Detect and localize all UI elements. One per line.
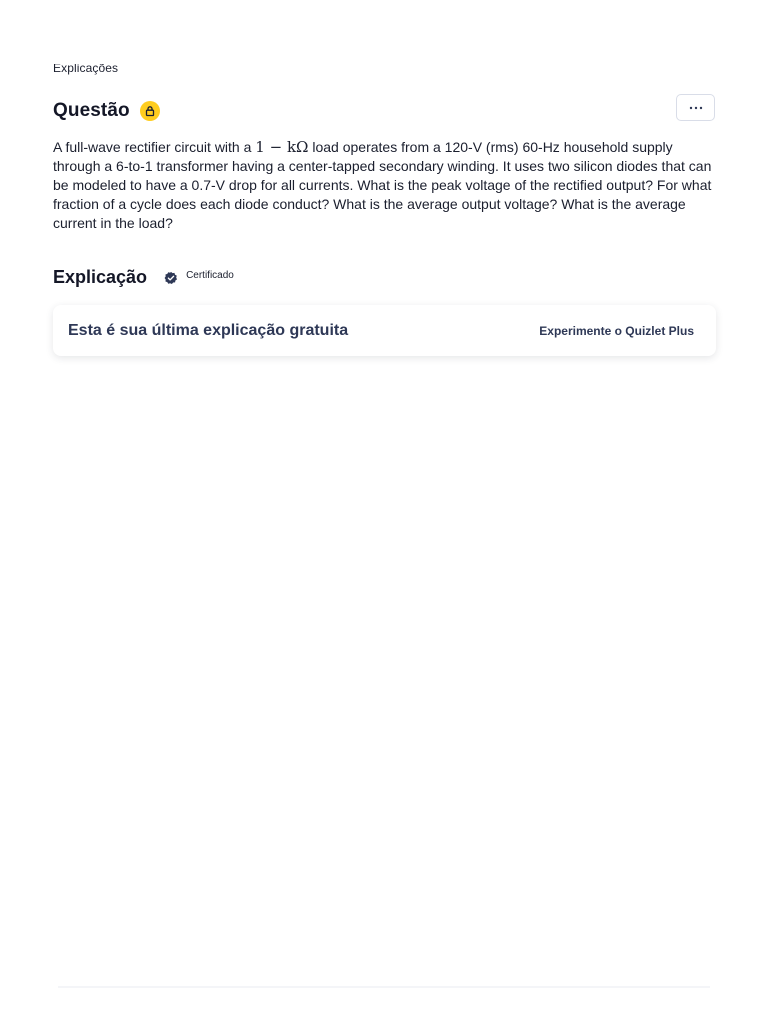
explanation-title: Explicação <box>53 267 148 287</box>
upsell-card <box>53 305 716 356</box>
question-text-end: load operates from a 120-V (rms) 60-Hz household supply through a 6-to-1 transformer having a center-tapped secondary winding. It uses two silicon diodes that can be modeled to have a 0.7-V drop for all currents. What is the peak voltage of the rectified output? For what fraction of a cycle does each diode conduct? What is the average output voltage? What is the average current in the load? <box>53 139 712 231</box>
explanation-header <box>53 267 234 288</box>
breadcrumb[interactable] <box>53 64 173 78</box>
lock-icon <box>140 101 160 121</box>
breadcrumb-label[interactable]: Explicações <box>53 64 119 75</box>
more-options-button[interactable] <box>676 94 715 121</box>
upsell-message: Esta é sua última explicação gratuita <box>68 321 349 339</box>
try-quizlet-plus-link[interactable]: Experimente o Quizlet Plus <box>539 323 694 338</box>
question-text-start: A full-wave rectifier circuit with a <box>53 139 256 155</box>
question-text <box>53 138 721 233</box>
certified-label: Certificado <box>186 270 234 281</box>
question-title: Questão <box>53 100 130 121</box>
ellipsis-icon <box>689 106 703 110</box>
bottom-divider <box>58 986 710 988</box>
question-math: 1 − kΩ <box>255 138 309 156</box>
question-header <box>53 100 160 122</box>
verified-badge-icon <box>164 271 178 285</box>
